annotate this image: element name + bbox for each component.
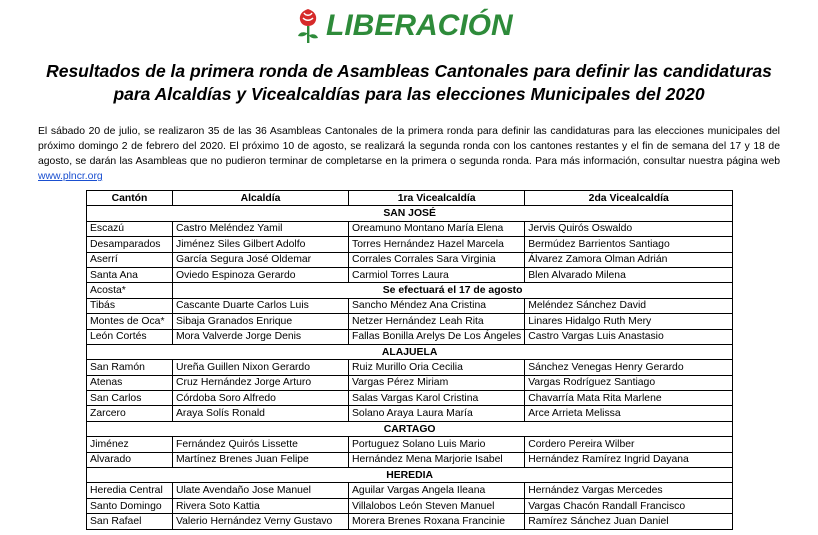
cell-1ra-vicealcaldia: Solano Araya Laura María — [349, 406, 525, 421]
section-row — [87, 421, 733, 436]
table-row — [87, 252, 733, 267]
cell-1ra-vicealcaldia: Sancho Méndez Ana Cristina — [349, 298, 525, 313]
cell-alcaldia: Castro Meléndez Yamil — [173, 221, 349, 236]
table-row — [87, 375, 733, 390]
table-row — [87, 283, 733, 298]
page-title — [0, 60, 818, 106]
cell-canton: Acosta* — [87, 283, 173, 298]
cell-canton: Tibás — [87, 298, 173, 313]
cell-alcaldia: Cruz Hernández Jorge Arturo — [173, 375, 349, 390]
cell-canton: San Rafael — [87, 514, 173, 529]
cell-canton: Jiménez — [87, 437, 173, 452]
table-row — [87, 267, 733, 282]
table-row — [87, 498, 733, 513]
table-row — [87, 483, 733, 498]
cell-canton: Aserrí — [87, 252, 173, 267]
table-row — [87, 237, 733, 252]
rose-icon — [296, 7, 320, 45]
cell-2da-vicealcaldia: Vargas Chacón Randall Francisco — [525, 498, 733, 513]
table-row — [87, 391, 733, 406]
cell-note: Se efectuará el 17 de agosto — [173, 283, 733, 298]
header-2da-vicealcaldia: 2da Vicealcaldía — [525, 191, 733, 206]
table-row — [87, 298, 733, 313]
cell-alcaldia: Rivera Soto Kattia — [173, 498, 349, 513]
header-1ra-vicealcaldia: 1ra Vicealcaldía — [349, 191, 525, 206]
cell-alcaldia: Jiménez Siles Gilbert Adolfo — [173, 237, 349, 252]
cell-1ra-vicealcaldia: Morera Brenes Roxana Francinie — [349, 514, 525, 529]
section-row — [87, 468, 733, 483]
cell-canton: Escazú — [87, 221, 173, 236]
cell-alcaldia: Araya Solís Ronald — [173, 406, 349, 421]
cell-2da-vicealcaldia: Arce Arrieta Melissa — [525, 406, 733, 421]
cell-alcaldia: Oviedo Espinoza Gerardo — [173, 267, 349, 282]
section-title: ALAJUELA — [87, 344, 733, 359]
cell-canton: Montes de Oca* — [87, 314, 173, 329]
cell-canton: León Cortés — [87, 329, 173, 344]
cell-2da-vicealcaldia: Linares Hidalgo Ruth Mery — [525, 314, 733, 329]
section-row — [87, 344, 733, 359]
title-line-2: para Alcaldías y Vicealcaldías para las elecciones Municipales del 2020 — [113, 84, 705, 104]
cell-1ra-vicealcaldia: Netzer Hernández Leah Rita — [349, 314, 525, 329]
cell-2da-vicealcaldia: Cordero Pereira Wilber — [525, 437, 733, 452]
cell-alcaldia: Cascante Duarte Carlos Luis — [173, 298, 349, 313]
cell-1ra-vicealcaldia: Oreamuno Montano María Elena — [349, 221, 525, 236]
cell-2da-vicealcaldia: Ramírez Sánchez Juan Daniel — [525, 514, 733, 529]
table-row — [87, 514, 733, 529]
cell-2da-vicealcaldia: Jervis Quirós Oswaldo — [525, 221, 733, 236]
cell-1ra-vicealcaldia: Hernández Mena Marjorie Isabel — [349, 452, 525, 467]
cell-alcaldia: Córdoba Soro Alfredo — [173, 391, 349, 406]
cell-canton: Santa Ana — [87, 267, 173, 282]
cell-canton: Alvarado — [87, 452, 173, 467]
header-canton: Cantón — [87, 191, 173, 206]
table-row — [87, 314, 733, 329]
cell-alcaldia: Valerio Hernández Verny Gustavo — [173, 514, 349, 529]
cell-1ra-vicealcaldia: Torres Hernández Hazel Marcela — [349, 237, 525, 252]
cell-canton: Santo Domingo — [87, 498, 173, 513]
cell-alcaldia: Ulate Avendaño Jose Manuel — [173, 483, 349, 498]
cell-1ra-vicealcaldia: Aguilar Vargas Angela Ileana — [349, 483, 525, 498]
cell-2da-vicealcaldia: Bermúdez Barrientos Santiago — [525, 237, 733, 252]
cell-2da-vicealcaldia: Castro Vargas Luis Anastasio — [525, 329, 733, 344]
results-body — [87, 206, 733, 529]
cell-1ra-vicealcaldia: Corrales Corrales Sara Virginia — [349, 252, 525, 267]
cell-2da-vicealcaldia: Álvarez Zamora Olman Adrián — [525, 252, 733, 267]
cell-alcaldia: Ureña Guillen Nixon Gerardo — [173, 360, 349, 375]
intro-text: El sábado 20 de julio, se realizaron 35 de las 36 Asambleas Cantonales de la primera ronda para definir las candidaturas para las elecciones municipales del próximo domingo 2 de febrero del 2020. El próximo 10 de agosto, se realizará la segunda ronda con los cantones restantes y el fin de semana del 17 y 18 de agosto, se darán las Asambleas que no pudieron terminar de completarse en la primera o segunda ronda. Para más información, consultar nuestra página web — [38, 126, 780, 167]
cell-alcaldia: García Segura José Oldemar — [173, 252, 349, 267]
results-table — [86, 190, 733, 530]
liberacion-logo — [296, 6, 513, 46]
cell-2da-vicealcaldia: Sánchez Venegas Henry Gerardo — [525, 360, 733, 375]
section-title: SAN JOSÉ — [87, 206, 733, 221]
cell-alcaldia: Sibaja Granados Enrique — [173, 314, 349, 329]
cell-canton: San Carlos — [87, 391, 173, 406]
website-link[interactable]: www.plncr.org — [38, 171, 103, 182]
table-row — [87, 437, 733, 452]
cell-1ra-vicealcaldia: Salas Vargas Karol Cristina — [349, 391, 525, 406]
cell-2da-vicealcaldia: Blen Alvarado Milena — [525, 267, 733, 282]
cell-1ra-vicealcaldia: Ruiz Murillo Oria Cecilia — [349, 360, 525, 375]
cell-2da-vicealcaldia: Chavarría Mata Rita Marlene — [525, 391, 733, 406]
cell-1ra-vicealcaldia: Villalobos León Steven Manuel — [349, 498, 525, 513]
table-row — [87, 452, 733, 467]
table-row — [87, 329, 733, 344]
title-line-1: Resultados de la primera ronda de Asambleas Cantonales para definir las candidaturas — [46, 61, 772, 81]
section-row — [87, 206, 733, 221]
cell-alcaldia: Mora Valverde Jorge Denis — [173, 329, 349, 344]
cell-2da-vicealcaldia: Hernández Vargas Mercedes — [525, 483, 733, 498]
section-title: HEREDIA — [87, 468, 733, 483]
table-row — [87, 406, 733, 421]
cell-canton: Desamparados — [87, 237, 173, 252]
header-alcaldia: Alcaldía — [173, 191, 349, 206]
cell-canton: Zarcero — [87, 406, 173, 421]
cell-2da-vicealcaldia: Hernández Ramírez Ingrid Dayana — [525, 452, 733, 467]
table-row — [87, 221, 733, 236]
cell-alcaldia: Fernández Quirós Lissette — [173, 437, 349, 452]
cell-1ra-vicealcaldia: Carmiol Torres Laura — [349, 267, 525, 282]
table-row — [87, 360, 733, 375]
table-header-row — [87, 191, 733, 206]
cell-alcaldia: Martínez Brenes Juan Felipe — [173, 452, 349, 467]
section-title: CARTAGO — [87, 421, 733, 436]
cell-canton: San Ramón — [87, 360, 173, 375]
cell-2da-vicealcaldia: Vargas Rodríguez Santiago — [525, 375, 733, 390]
cell-1ra-vicealcaldia: Vargas Pérez Miriam — [349, 375, 525, 390]
cell-1ra-vicealcaldia: Fallas Bonilla Arelys De Los Ángeles — [349, 329, 525, 344]
intro-paragraph — [38, 124, 780, 184]
cell-canton: Atenas — [87, 375, 173, 390]
cell-1ra-vicealcaldia: Portuguez Solano Luis Mario — [349, 437, 525, 452]
cell-2da-vicealcaldia: Meléndez Sánchez David — [525, 298, 733, 313]
cell-canton: Heredia Central — [87, 483, 173, 498]
logo-text: LIBERACIÓN — [326, 9, 513, 42]
